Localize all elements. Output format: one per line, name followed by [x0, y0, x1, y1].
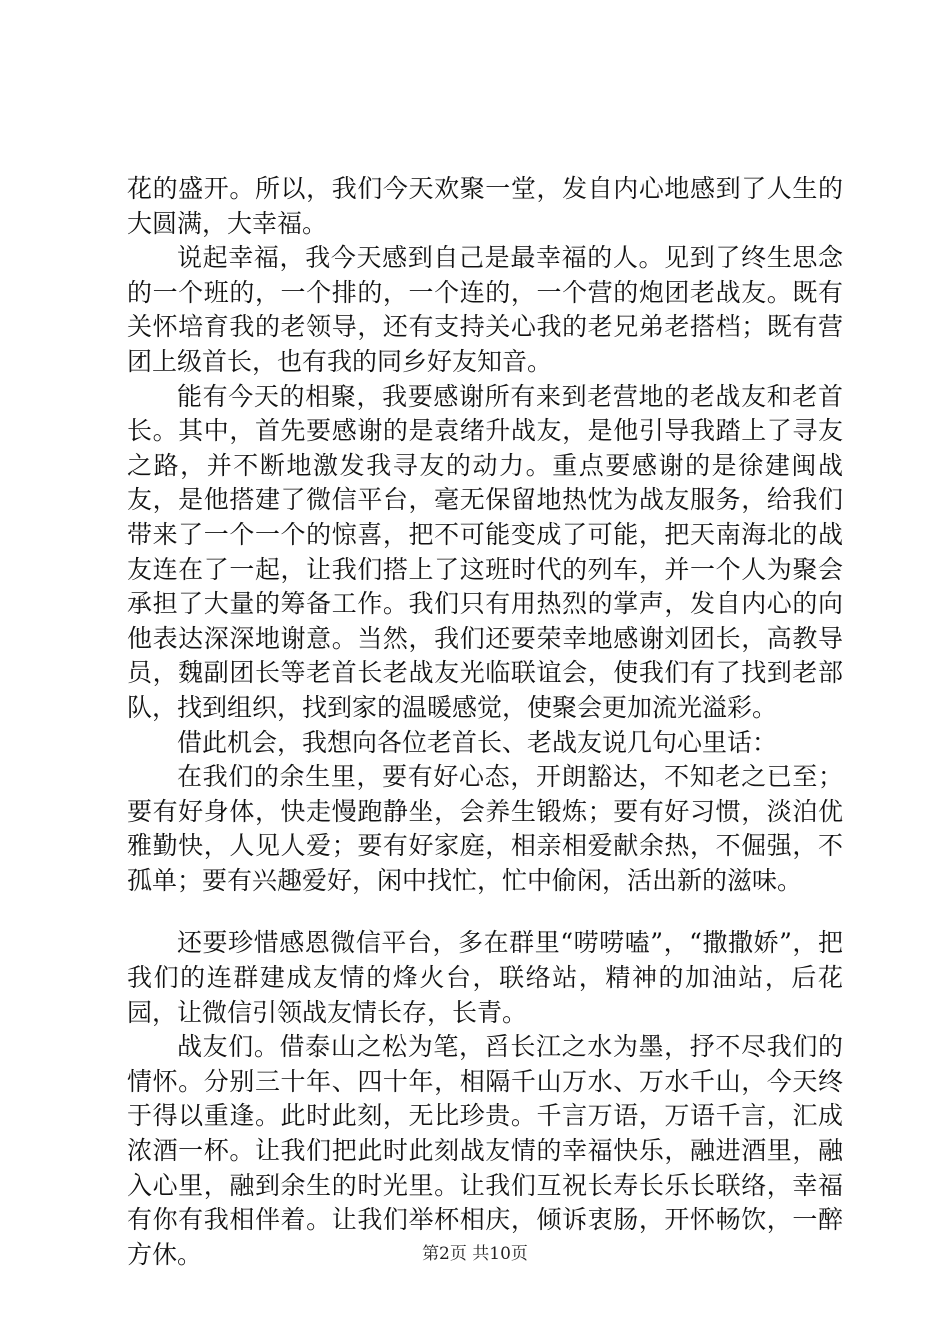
paragraph-thanks: 能有今天的相聚，我要感谢所有来到老营地的老战友和老首长。其中，首先要感谢的是袁绪升战友，是他引导我踏上了寻友之路，并不断地激发我寻友的动力。重点要感谢的是徐建闽战友，是他搭建了微信平台，毫无保留地热忱为战友服务，给我们带来了一个一个的惊喜，把不可能变成了可能，把天南海北的战友连在了一起，让我们搭上了这班时代的列车，并一个人为聚会承担了大量的筹备工作。我们只有用热烈的掌声，发自内心的向他表达深深地谢意。当然，我们还要荣幸地感谢刘团长，高教导员，魏副团长等老首长老战友光临联谊会，使我们有了找到老部队，找到组织，找到家的温暖感觉，使聚会更加流光溢彩。	[127, 381, 843, 722]
paragraph-happiness: 说起幸福，我今天感到自己是最幸福的人。见到了终生思念的一个班的，一个排的，一个连的，一个营的炮团老战友。既有关怀培育我的老领导，还有支持关心我的老兄弟老搭档；既有营团上级首长，也有我的同乡好友知音。	[127, 243, 843, 376]
document-body	[127, 172, 843, 1272]
paragraph-opportunity: 借此机会，我想向各位老首长、老战友说几句心里话：	[177, 727, 778, 757]
page-number-footer: 第2页 共10页	[422, 1244, 528, 1264]
paragraph-toast: 战友们。借泰山之松为笔，舀长江之水为墨，抒不尽我们的情怀。分别三十年、四十年，相隔千山万水、万水千山，今天终于得以重逢。此时此刻，无比珍贵。千言万语，万语千言，汇成浓酒一杯。让我们把此时此刻战友情的幸福快乐，融进酒里，融入心里，融到余生的时光里。让我们互祝长寿长乐长联络，幸福有你有我相伴着。让我们举杯相庆，倾诉衷肠，开怀畅饮，一醉方休。	[127, 1032, 843, 1269]
paragraph-continuation: 花的盛开。所以，我们今天欢聚一堂，发自内心地感到了人生的大圆满，大幸福。	[127, 174, 843, 238]
paragraph-wishes: 在我们的余生里，要有好心态，开朗豁达，不知老之已至；要有好身体，快走慢跑静坐，会养生锻炼；要有好习惯，淡泊优雅勤快，人见人爱；要有好家庭，相亲相爱献余热，不倔强，不孤单；要有兴趣爱好，闲中找忙，忙中偷闲，活出新的滋味。	[127, 762, 843, 895]
paragraph-wechat: 还要珍惜感恩微信平台，多在群里“唠唠嗑”，“撒撒娇”，把我们的连群建成友情的烽火台，联络站，精神的加油站，后花园，让微信引领战友情长存，长青。	[127, 928, 843, 1027]
